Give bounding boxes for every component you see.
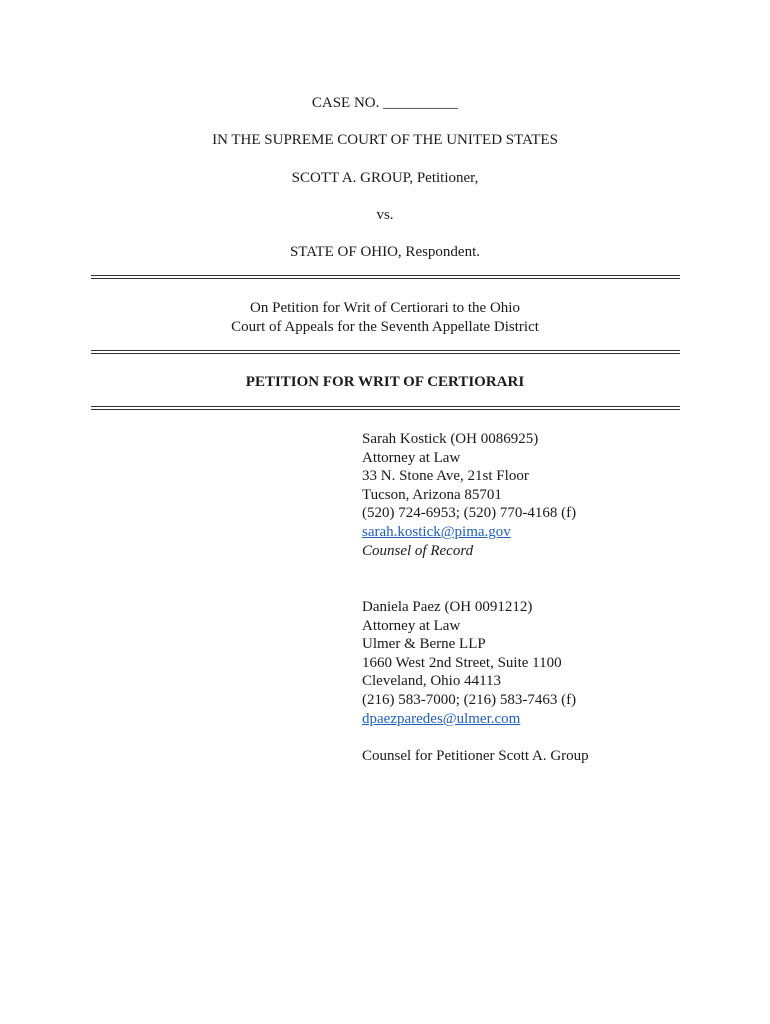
counsel-1-name: Sarah Kostick (OH 0086925)	[362, 431, 539, 447]
counsel-1-email-link[interactable]: sarah.kostick@pima.gov	[362, 523, 511, 540]
court-name: IN THE SUPREME COURT OF THE UNITED STATES	[212, 132, 558, 148]
versus-line: vs.	[376, 207, 394, 223]
petition-source-line-2: Court of Appeals for the Seventh Appellate District	[231, 319, 539, 335]
counsel-2-address-line-2: Cleveland, Ohio 44113	[362, 673, 502, 690]
counsel-block-1	[362, 430, 576, 560]
divider-rule-top	[91, 275, 680, 279]
counsel-1-phone: (520) 724-6953; (520) 770-4168 (f)	[362, 505, 577, 522]
counsel-1-role: Counsel of Record	[362, 542, 474, 559]
divider-rule-middle	[91, 350, 680, 354]
counsel-2-firm: Ulmer & Berne LLP	[362, 636, 486, 653]
counsel-block-2	[362, 598, 576, 728]
petitioner-line: SCOTT A. GROUP, Petitioner,	[291, 170, 479, 186]
counsel-2-email-link[interactable]: dpaezparedes@ulmer.com	[362, 710, 521, 727]
counsel-2-title: Attorney at Law	[362, 617, 461, 634]
counsel-for-line: Counsel for Petitioner Scott A. Group	[362, 748, 589, 764]
case-number: CASE NO. __________	[311, 95, 459, 111]
petition-source-line-1: On Petition for Writ of Certiorari to the Ohio	[250, 300, 520, 316]
counsel-1-address-line-1: 33 N. Stone Ave, 21st Floor	[362, 468, 529, 485]
counsel-1-title: Attorney at Law	[362, 449, 461, 466]
counsel-2-phone: (216) 583-7000; (216) 583-7463 (f)	[362, 691, 577, 708]
divider-rule-bottom	[91, 406, 680, 410]
counsel-2-address-line-1: 1660 West 2nd Street, Suite 1100	[362, 654, 562, 671]
counsel-1-address-line-2: Tucson, Arizona 85701	[362, 486, 502, 503]
document-title: PETITION FOR WRIT OF CERTIORARI	[245, 374, 525, 390]
counsel-2-name: Daniela Paez (OH 0091212)	[362, 599, 533, 615]
respondent-line: STATE OF OHIO, Respondent.	[289, 244, 481, 260]
